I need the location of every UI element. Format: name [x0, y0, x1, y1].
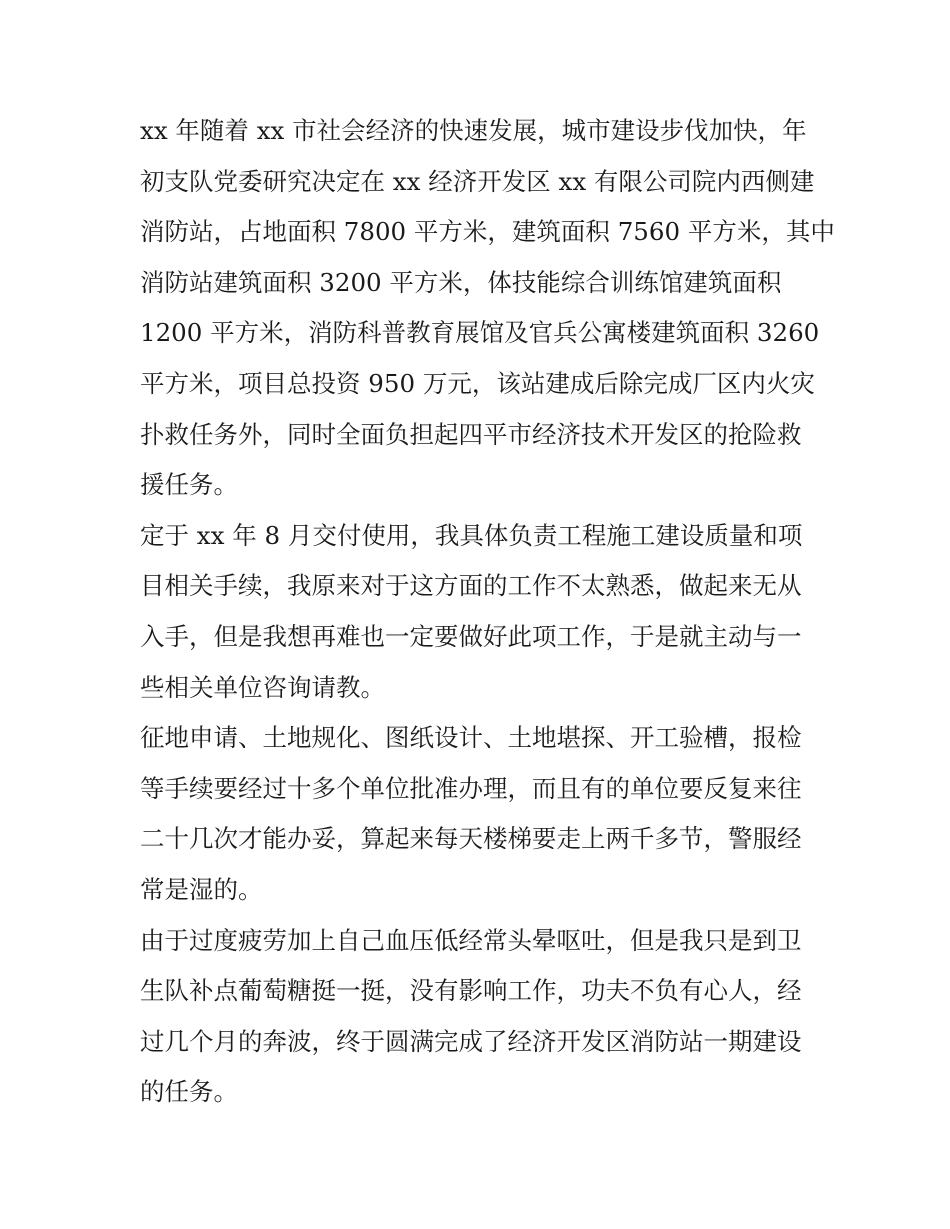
text-line: 些相关单位咨询请教。: [140, 672, 385, 702]
text-line: 初支队党委研究决定在 xx 经济开发区 xx 有限公司院内西侧建: [140, 166, 815, 196]
text-line: xx 年随着 xx 市社会经济的快速发展，城市建设步伐加快，年: [140, 116, 807, 145]
paragraph-1: [140, 106, 835, 511]
text-line: 常是湿的。: [140, 874, 263, 904]
text-line: 征地申请、土地规化、图纸设计、土地堪探、开工验槽，报检: [140, 723, 802, 753]
text-line: 平方米，项目总投资 950 万元，该站建成后除完成厂区内火灾: [140, 368, 815, 398]
text-line: 消防站，占地面积 7800 平方米，建筑面积 7560 平方米，其中: [140, 217, 835, 247]
paragraph-3: [140, 713, 812, 915]
text-line: 过几个月的奔波，终于圆满完成了经济开发区消防站一期建设: [140, 1026, 802, 1056]
text-line: 定于 xx 年 8 月交付使用，我具体负责工程施工建设质量和项: [140, 520, 803, 550]
text-line: 等手续要经过十多个单位批准办理，而且有的单位要反复来往: [140, 773, 802, 803]
text-line: 的任务。: [140, 1077, 238, 1107]
document-body: [140, 106, 835, 1118]
text-line: 消防站建筑面积 3200 平方米，体技能综合训练馆建筑面积: [140, 267, 782, 297]
paragraph-2: [140, 511, 812, 713]
text-line: 扑救任务外，同时全面负担起四平市经济技术开发区的抢险救: [140, 419, 802, 449]
text-line: 生队补点葡萄糖挺一挺，没有影响工作，功夫不负有心人，经: [140, 976, 802, 1006]
paragraph-4: [140, 916, 812, 1118]
text-line: 1200 平方米，消防科普教育展馆及官兵公寓楼建筑面积 3260: [140, 318, 820, 348]
text-line: 由于过度疲劳加上自己血压低经常头晕呕吐，但是我只是到卫: [140, 925, 802, 955]
text-line: 入手，但是我想再难也一定要做好此项工作，于是就主动与一: [140, 621, 802, 651]
text-line: 援任务。: [140, 470, 238, 500]
text-line: 二十几次才能办妥，算起来每天楼梯要走上两千多节，警服经: [140, 824, 802, 854]
text-line: 目相关手续，我原来对于这方面的工作不太熟悉，做起来无从: [140, 571, 802, 601]
